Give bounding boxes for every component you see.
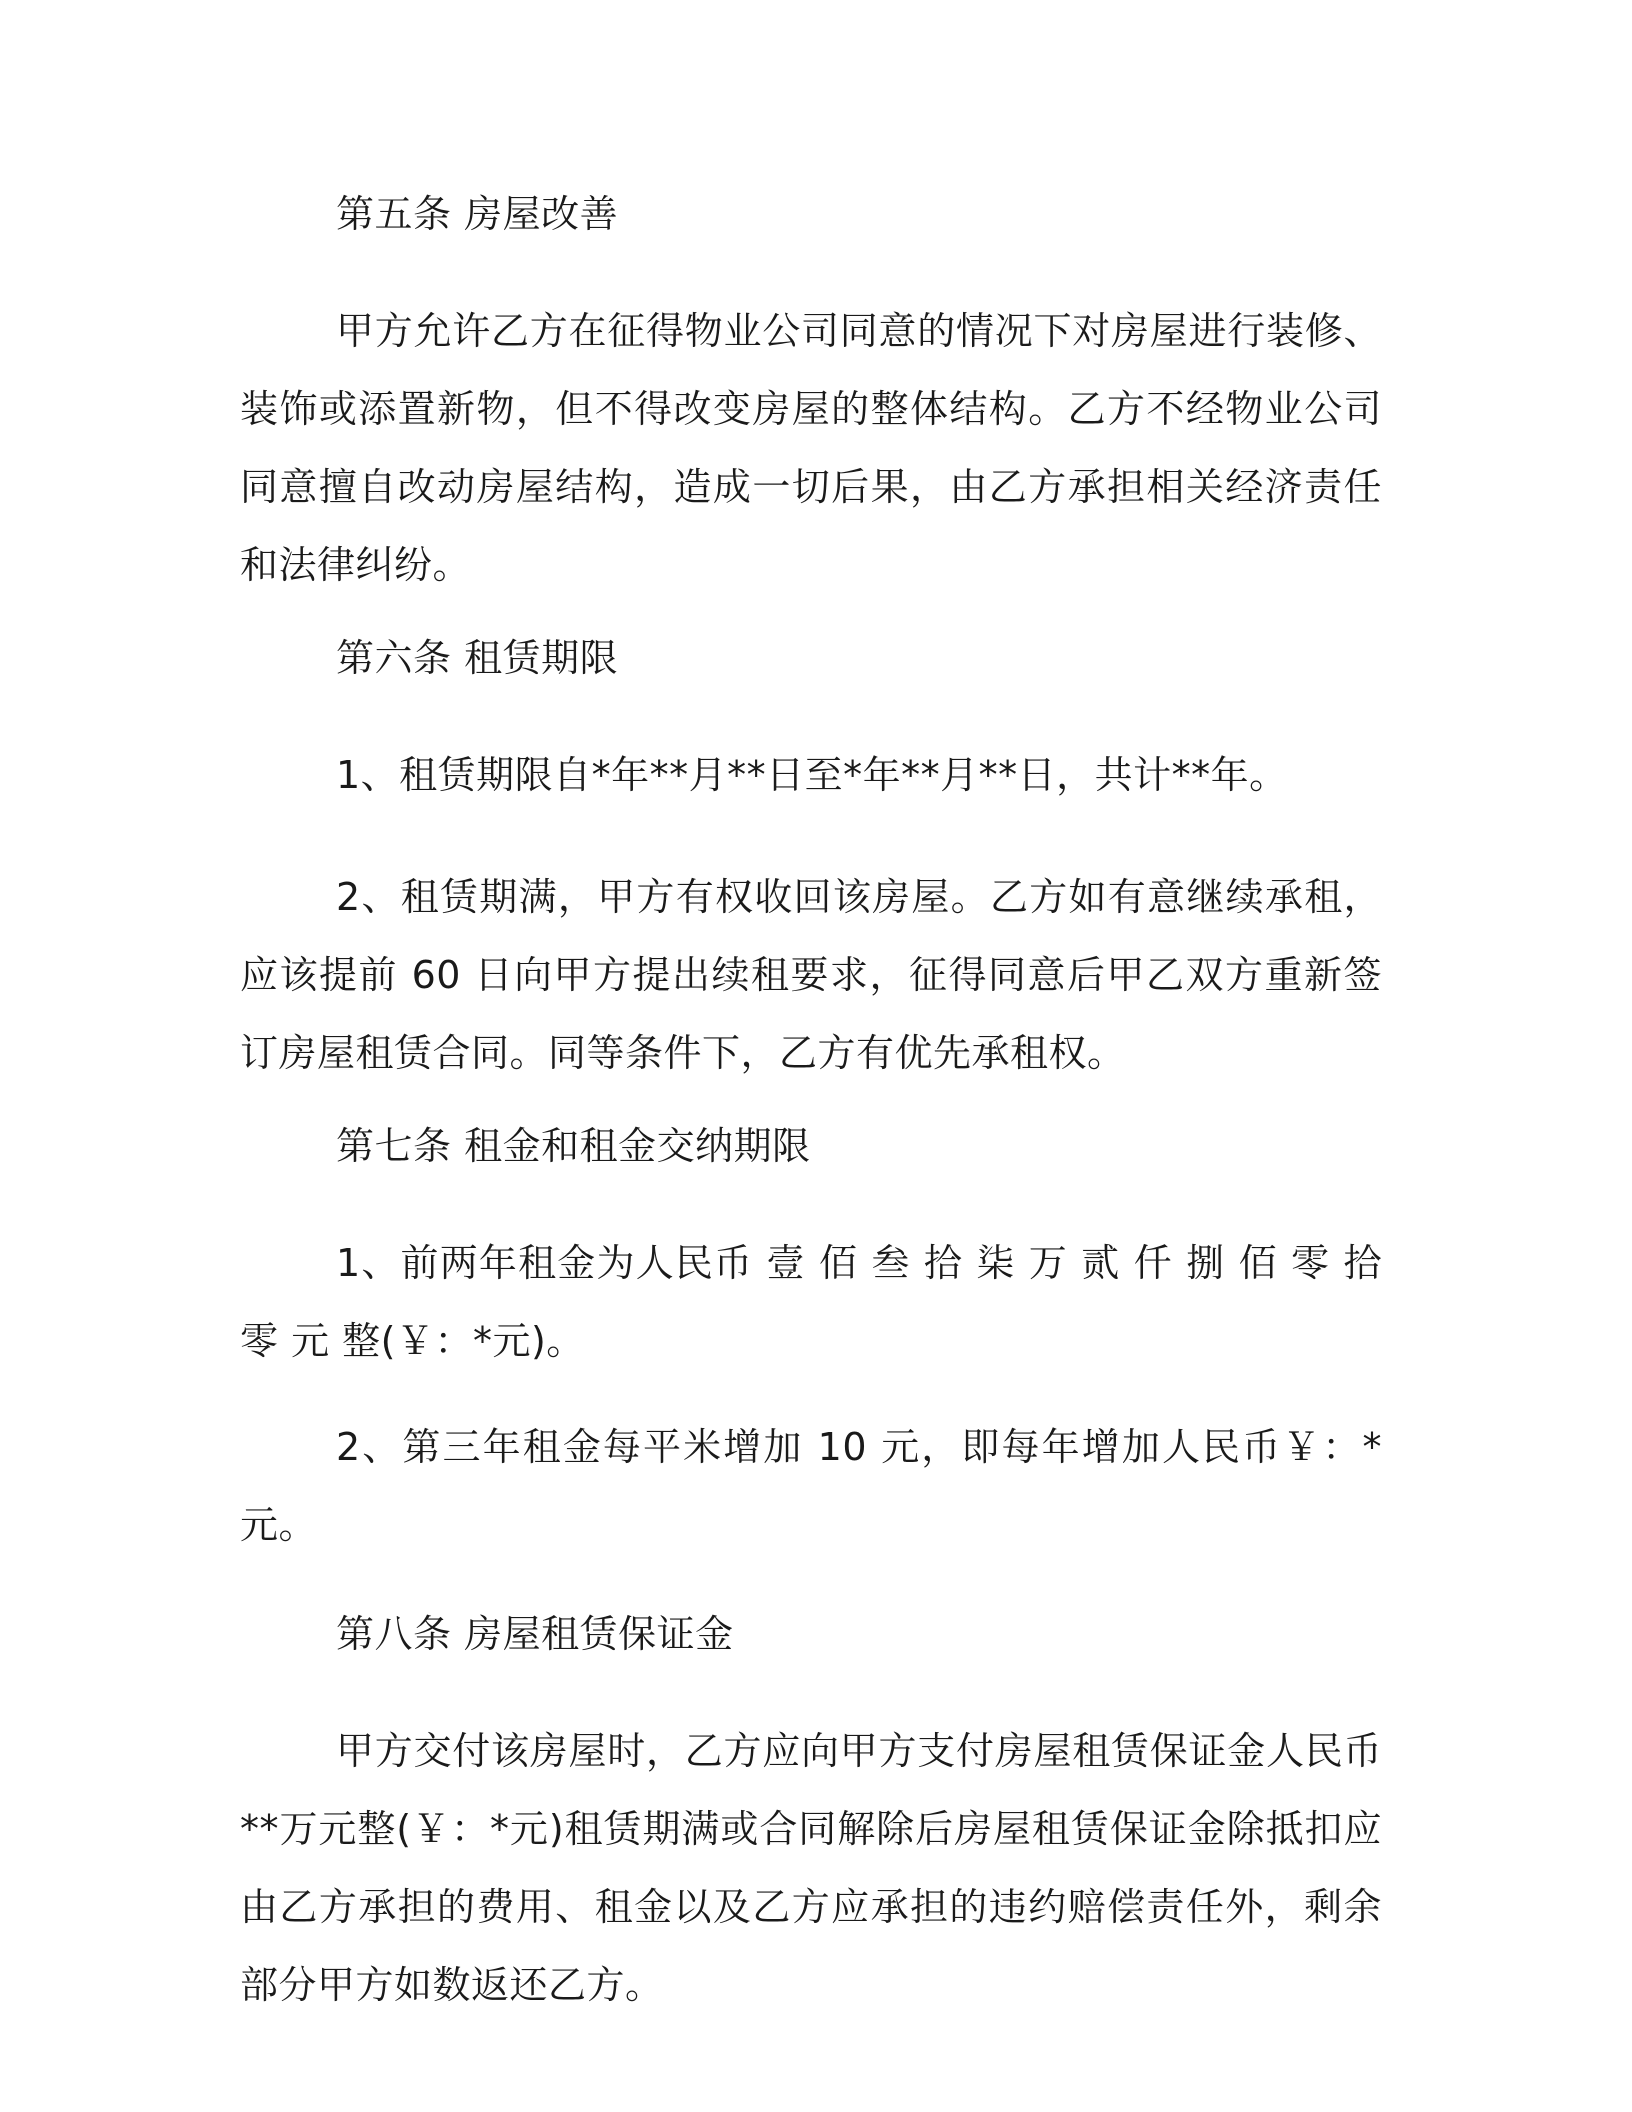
section-heading-7: 第七条 租金和租金交纳期限 <box>336 1124 811 1168</box>
section-6-paragraph-2: 2、租赁期满，甲方有权收回该房屋。乙方如有意继续承租，应该提前 60 日向甲方提出续租要求，征得同意后甲乙双方重新签订房屋租赁合同。同等条件下，乙方有优先承租权。 <box>240 875 1382 1075</box>
section-7-paragraph-2: 2、第三年租金每平米增加 10 元，即每年增加人民币￥：*元。 <box>240 1425 1382 1547</box>
section-6-paragraph-1: 1、租赁期限自*年**月**日至*年**月**日，共计**年。 <box>336 753 1288 797</box>
section-7-paragraph-1: 1、前两年租金为人民币 壹 佰 叁 拾 柒 万 贰 仟 捌 佰 零 拾 零 元 整(￥：*元)。 <box>240 1241 1382 1363</box>
section-8-paragraph-1: 甲方交付该房屋时，乙方应向甲方支付房屋租赁保证金人民币**万元整(￥：*元)租赁期满或合同解除后房屋租赁保证金除抵扣应由乙方承担的费用、租金以及乙方应承担的违约赔偿责任外，剩余部分甲方如数返还乙方。 <box>240 1729 1382 2007</box>
section-heading-5: 第五条 房屋改善 <box>336 192 619 236</box>
section-heading-8: 第八条 房屋租赁保证金 <box>336 1612 734 1656</box>
section-5-paragraph-1: 甲方允许乙方在征得物业公司同意的情况下对房屋进行装修、装饰或添置新物，但不得改变房屋的整体结构。乙方不经物业公司同意擅自改动房屋结构，造成一切后果，由乙方承担相关经济责任和法律纠纷。 <box>240 309 1382 587</box>
section-heading-6: 第六条 租赁期限 <box>336 636 619 680</box>
document-page <box>240 188 1382 2052</box>
